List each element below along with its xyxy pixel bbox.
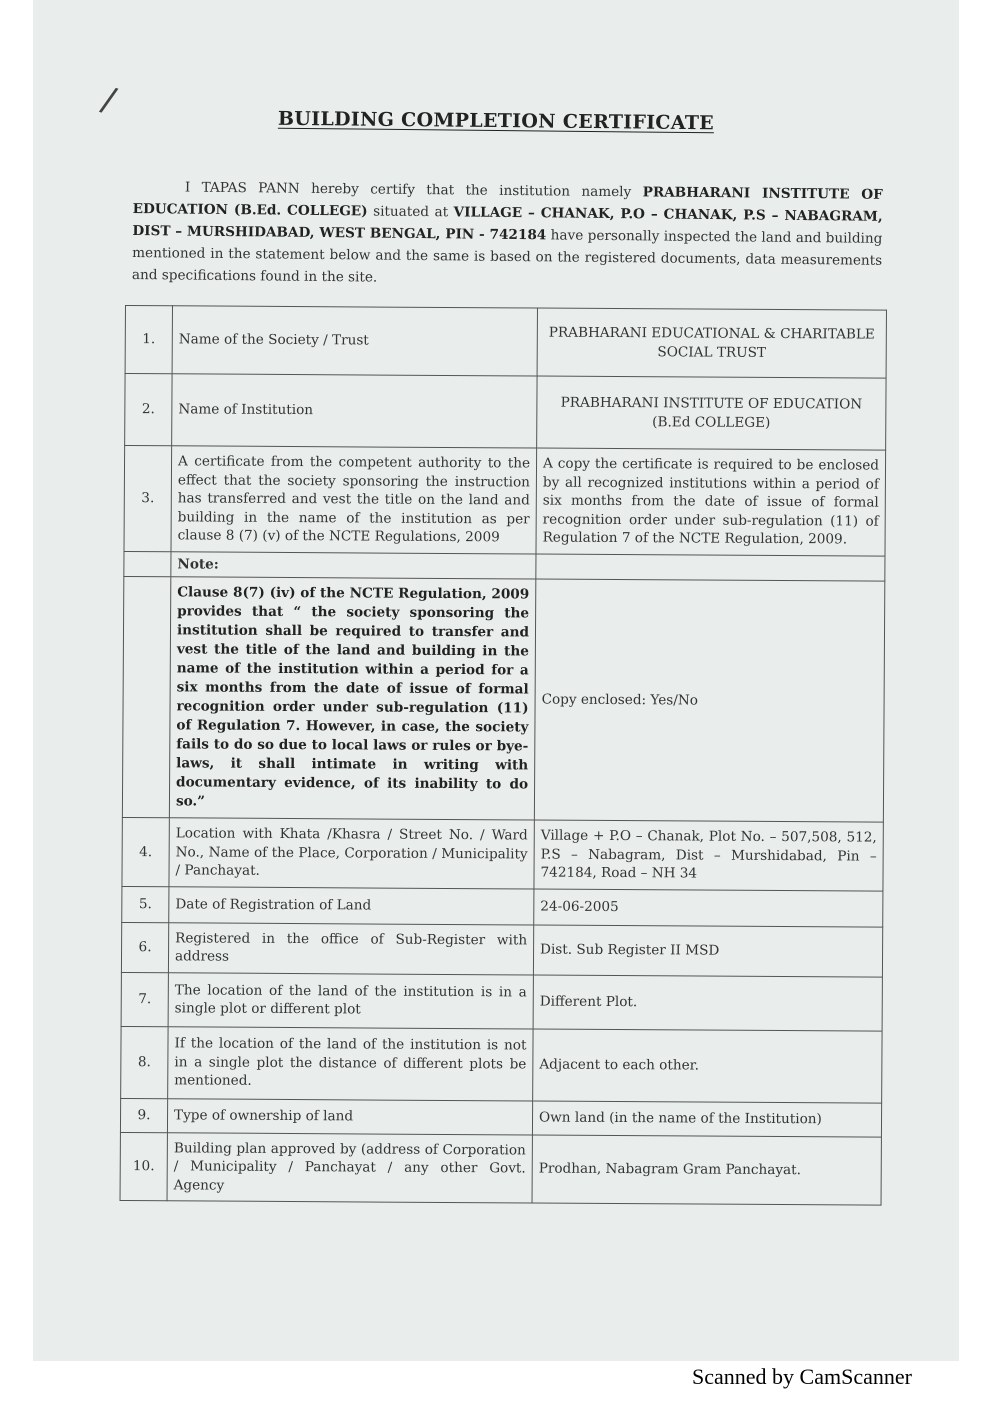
row-value: Dist. Sub Register II MSD — [533, 925, 882, 977]
certificate-table — [120, 305, 887, 1206]
row-item: The location of the land of the institution is in a single plot or different plot — [168, 972, 533, 1028]
institution-name: PRABHARANI INSTITUTE OF EDUCATION (B.Ed. COLLEGE) — [132, 184, 883, 220]
note-text: Clause 8(7) (iv) of the NCTE Regulation, 2009 provides that “ the society sponsoring the institution shall be required to transfer and vest the title of the land and building in the name of the institution within a period for a six months from the date of issue of formal recognition order under sub-regulation (11) of Regulation 7. However, in case, the society fails to do so due to local laws or rules or bye-laws, it shall intimate in writing with documentary evidence, of its inability to do so.” — [169, 577, 535, 820]
certification-paragraph: I TAPAS PANN hereby certify that the institution namely PRABHARANI INSTITUTE OF EDUCATION (B.Ed. COLLEGE) situated at VILLAGE – CHANAK, P.O – CHANAK, P.S – NABAGRAM, DIST – MURSHIDABAD, WEST BENGAL, PIN - 742184 have personally inspected the land and building mentioned in the statement below and the same is based on the registered documents, data measurements and specifications found in the site. — [131, 179, 883, 286]
row-value: PRABHARANI EDUCATIONAL & CHARITABLE SOCIAL TRUST — [537, 308, 886, 378]
row-number: 8. — [121, 1026, 168, 1098]
row-value: Village + P.O – Chanak, Plot No. – 507,508, 512, P.S – Nabagram, Dist – Murshidabad, Pin – 742184, Road – NH 34 — [534, 820, 883, 891]
row-item: If the location of the land of the institution is not in a single plot the distance of different plots be mentioned. — [168, 1026, 533, 1100]
row-item: A certificate from the competent authority to the effect that the society sponsoring the instruction has transferred and vest the title on the land and building in the name of the institution as per clause 8 (7) (v) of the NCTE Regulations, 2009 — [171, 446, 537, 554]
note-row — [122, 576, 884, 822]
row-item: Registered in the office of Sub-Register with address — [168, 922, 533, 974]
row-value: A copy the certificate is required to be enclosed by all recognized institutions within a period of six months from the date of issue of formal recognition order under sub-regulation (11) of Regulation 7 of the NCTE Regulation, 2009. — [536, 448, 886, 556]
row-number: 4. — [122, 817, 169, 886]
camscanner-watermark: Scanned by CamScanner — [692, 1364, 912, 1389]
table-row — [124, 446, 886, 556]
row-item: Name of Institution — [172, 374, 537, 448]
document-title: BUILDING COMPLETION CERTIFICATE — [277, 107, 715, 135]
row-number: 9. — [120, 1098, 167, 1132]
table-row — [125, 374, 886, 451]
table-row — [121, 972, 882, 1031]
row-number: 6. — [121, 922, 168, 972]
note-label: Note: — [171, 551, 536, 579]
row-number: 1. — [125, 306, 172, 374]
row-item: Building plan approved by (address of Corporation / Municipality / Panchayat / any other Govt. Agency — [167, 1132, 532, 1203]
row-item: Name of the Society / Trust — [172, 306, 537, 376]
note-value: Copy enclosed: Yes/No — [534, 579, 884, 822]
row-item: Type of ownership of land — [167, 1098, 532, 1134]
row-number: 5. — [122, 886, 169, 922]
table-row — [121, 922, 882, 977]
table-row — [122, 886, 883, 927]
row-value: Prodhan, Nabagram Gram Panchayat. — [532, 1135, 881, 1206]
table-row — [122, 817, 883, 890]
scanned-page — [33, 0, 959, 1361]
row-item: Location with Khata /Khasra / Street No. / Ward No., Name of the Place, Corporation / Municipality / Panchayat. — [169, 818, 534, 889]
row-value: Own land (in the name of the Institution) — [532, 1101, 881, 1137]
institution-address: VILLAGE – CHANAK, P.O – CHANAK, P.S – NABAGRAM, DIST – MURSHIDABAD, WEST BENGAL, PIN - 742184 — [132, 204, 883, 244]
row-item: Date of Registration of Land — [169, 886, 534, 924]
row-value: Different Plot. — [533, 975, 882, 1031]
row-number: 7. — [121, 972, 168, 1026]
row-value: Adjacent to each other. — [533, 1029, 882, 1103]
table-row — [120, 1098, 881, 1137]
table-row — [120, 1132, 881, 1205]
table-row — [125, 306, 886, 379]
pen-stroke-mark: / — [97, 79, 121, 121]
row-number: 3. — [124, 446, 172, 552]
row-value: PRABHARANI INSTITUTE OF EDUCATION (B.Ed COLLEGE) — [537, 376, 886, 450]
row-number: 2. — [125, 374, 172, 446]
row-number: 10. — [120, 1132, 167, 1201]
table-row — [121, 1026, 882, 1103]
row-value: 24-06-2005 — [534, 889, 883, 927]
